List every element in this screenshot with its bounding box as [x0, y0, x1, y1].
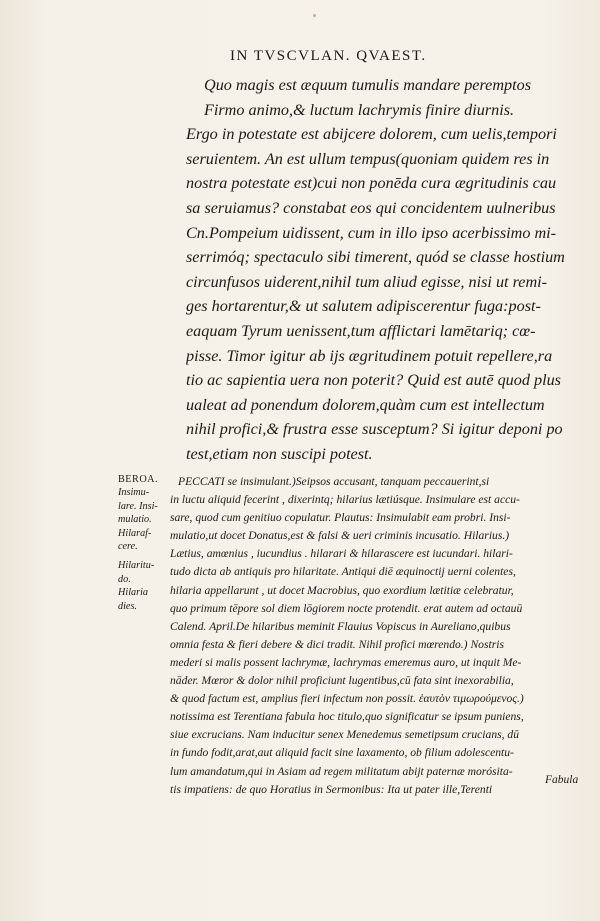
commentary-line: in luctu aliquid fecerint , dixerintq; hilarius lætiúsque. Insimulare est accu-: [170, 493, 520, 507]
commentary-line: mulatio,ut docet Donatus,est & falsi & ueri criminis incusatio. Hilarius.): [170, 529, 510, 543]
margin-note: mulatio.: [118, 514, 152, 526]
commentary-line: siue excrucians. Nam inducitur senex Menedemus semetipsum crucians, dū: [170, 728, 520, 742]
commentary-line: lum amandatum,qui in Asiam ad regem militatum abijt paternæ morósita-: [170, 764, 513, 778]
margin-note: BEROA.: [118, 474, 159, 485]
margin-note: Hilaraf-: [118, 527, 152, 539]
main-text-line: Quo magis est æquum tumulis mandare peremptos: [204, 76, 532, 94]
margin-note: Hilaria: [118, 587, 149, 599]
margin-note: dies.: [118, 600, 137, 612]
commentary-line: quo primum tēpore sol diem lōgiorem nocte protendit. erat autem ad octauū: [170, 601, 523, 615]
commentary-line: & quod factum est, amplius fieri infectum non possit. ἑαυτὸν τιμωρούμενος.): [170, 692, 524, 706]
commentary-line: sare, quod cum genitiuo copulatur. Plautus: Insimulabit eam probri. Insi-: [170, 511, 511, 525]
main-text-line: eaquam Tyrum uenissent,tum afflictari lamētariq; cœ-: [186, 321, 536, 340]
main-text-line: Firmo animo,& luctum lachrymis finire diurnis.: [204, 100, 515, 119]
main-text-line: test,etiam non suscipi potest.: [186, 444, 373, 463]
main-text-line: ualeat ad ponendum dolorem,quàm cum est intellectum: [186, 395, 545, 414]
main-text-line: Cn.Pompeium uidissent, cum in illo ipso acerbissimo mi-: [186, 223, 557, 242]
commentary-line: mederi si malis possent lachrymæ, lachrymas emeremus auro, ut inquit Me-: [170, 655, 522, 669]
main-text-line: nostra potestate est)cui non ponēda cura ægritudinis cau: [186, 174, 557, 193]
main-text-line: sa seruiamus? constabat eos qui concidentem uulneribus: [186, 198, 556, 217]
main-text-line: circunfusos uiderent,nihil tum aliud egisse, nisi ut remi-: [186, 272, 548, 291]
margin-note: Hilaritu-: [118, 560, 155, 572]
commentary-block: [170, 473, 578, 799]
main-text-line: Ergo in potestate est abijcere dolorem, cum uelis,tempori: [186, 125, 557, 144]
commentary-line: nāder. Mœror & dolor nihil proficiunt lugentibus,cū fata sint inexorabilia,: [170, 674, 514, 688]
main-text-line: pisse. Timor igitur ab ijs ægritudinem potuit repellere,ra: [186, 346, 553, 365]
main-text-block: [186, 73, 576, 467]
margin-notes: [118, 473, 168, 613]
commentary-line: Lætius, amœnius , iucundius . hilarari & hilarascere est iucundari. hilari-: [170, 547, 513, 561]
commentary-line: notissima est Terentiana fabula hoc titulo,quo significatur se ipsum puniens,: [170, 710, 524, 724]
commentary-line: tudo dicta ab antiquis pro hilaritate. Antiqui diē æquinoctij uerni colentes,: [170, 565, 516, 579]
commentary-line: hilaria appellarunt , ut docet Macrobius, quo exordium lætitiæ celebratur,: [170, 583, 514, 597]
margin-note: Insimu-: [118, 487, 150, 499]
running-head: IN TVSCVLAN. QVAEST.: [230, 48, 427, 64]
catchword: Fabula: [545, 774, 579, 786]
main-text-line: seruientem. An est ullum tempus(quoniam quidem res in: [186, 149, 550, 168]
page-speck: [313, 14, 316, 17]
commentary-line: in fundo fodit,arat,aut aliquid facit sine laxamento, ob filium adolescentu-: [170, 746, 514, 760]
commentary-line: PECCATI se insimulant.)Seipsos accusant, tanquam peccauerint,si: [178, 475, 490, 488]
main-text-line: tio ac sapientia uera non poterit? Quid est autē quod plus: [186, 371, 561, 390]
commentary-line: omnia festa & fieri debere & dici tradit. Nihil profici mœrendo.) Nostris: [170, 637, 504, 651]
commentary-line: Calend. April.De hilaribus meminit Flauius Vopiscus in Aureliano,quibus: [170, 619, 511, 633]
main-text-line: ges hortarentur,& ut salutem adipiscerentur fuga:post-: [186, 297, 541, 316]
main-text-line: serrimóq; spectaculo sibi timerent, quód se classe hostium: [186, 248, 565, 267]
commentary-line: tis impatiens: de quo Horatius in Sermonibus: Ita ut pater ille,Terenti: [170, 782, 493, 796]
margin-note: cere.: [118, 541, 138, 553]
main-text-line: nihil profici,& frustra esse susceptum? Si igitur deponi po: [186, 420, 563, 439]
margin-note: lare. Insi-: [118, 500, 158, 512]
margin-note: do.: [118, 573, 131, 585]
